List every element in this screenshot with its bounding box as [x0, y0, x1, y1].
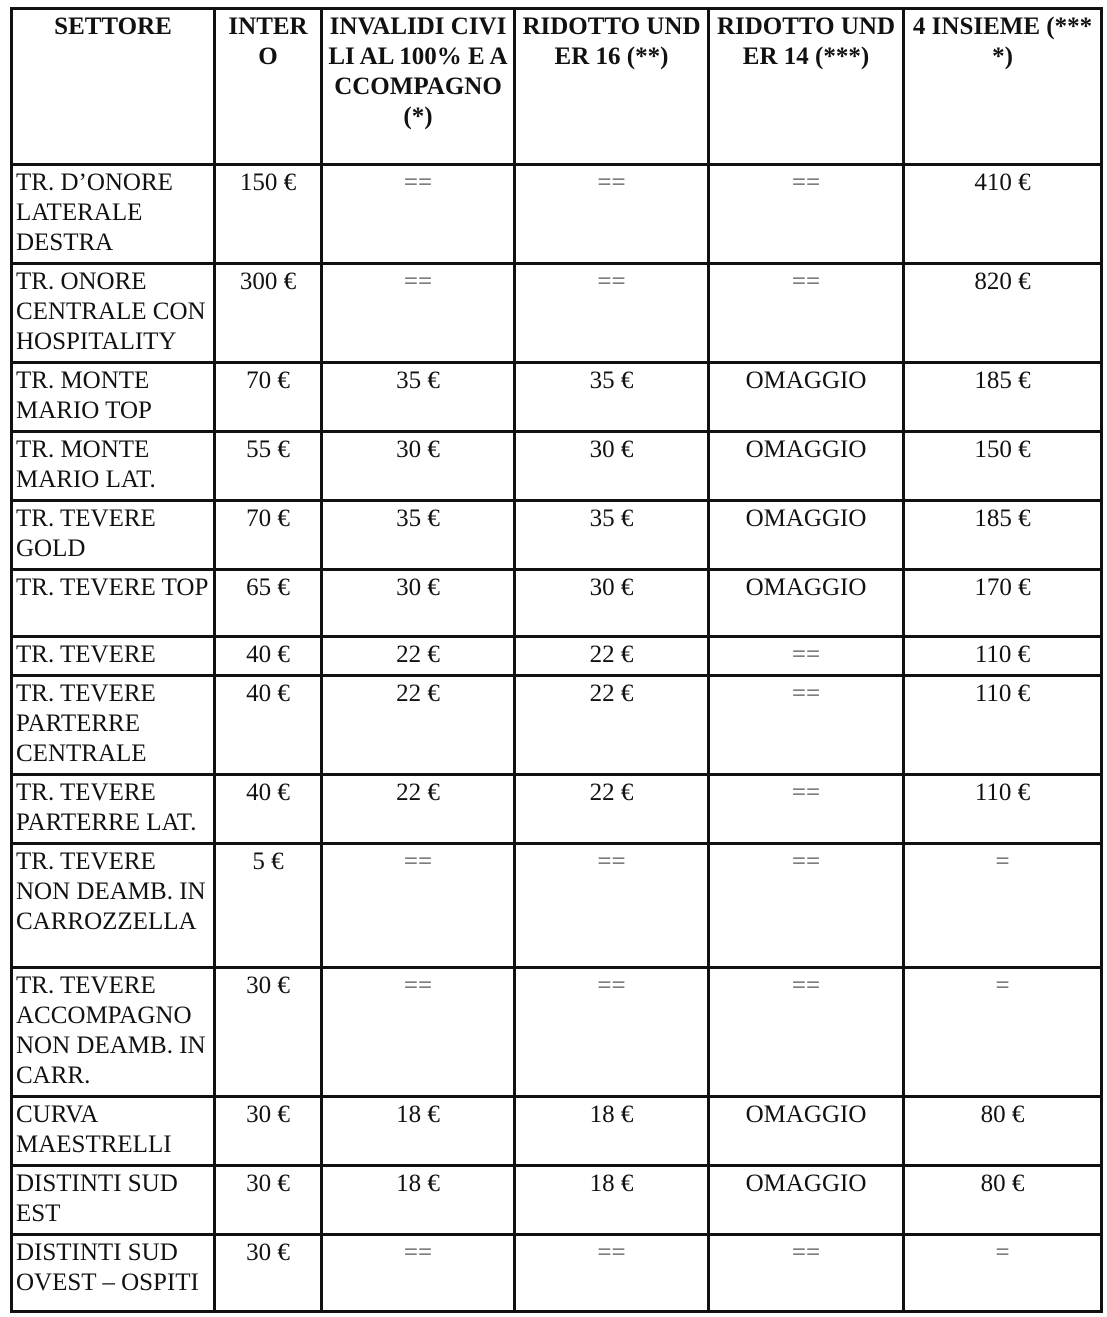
cell-intero: 30 €: [215, 1097, 322, 1166]
table-row: [12, 1097, 1102, 1166]
cell-under14: ==: [709, 1235, 904, 1312]
cell-under14: OMAGGIO: [709, 570, 904, 637]
cell-intero: 40 €: [215, 676, 322, 775]
cell-invalidi: ==: [322, 165, 515, 264]
cell-under14: OMAGGIO: [709, 363, 904, 432]
cell-invalidi: 35 €: [322, 363, 515, 432]
cell-sector: TR. TEVERE TOP: [12, 570, 215, 637]
cell-under14: ==: [709, 637, 904, 676]
cell-insieme: 410 €: [904, 165, 1102, 264]
cell-under14: OMAGGIO: [709, 432, 904, 501]
cell-under14: ==: [709, 775, 904, 844]
cell-insieme: =: [904, 968, 1102, 1097]
cell-insieme: 185 €: [904, 363, 1102, 432]
cell-sector: TR. MONTE MARIO TOP: [12, 363, 215, 432]
cell-intero: 40 €: [215, 637, 322, 676]
table-row: [12, 363, 1102, 432]
cell-under14: ==: [709, 844, 904, 968]
cell-sector: CURVA MAESTRELLI: [12, 1097, 215, 1166]
table-row: [12, 844, 1102, 968]
header-invalidi: INVALIDI CIVILI AL 100% E ACCOMPAGNO (*): [322, 9, 515, 165]
cell-insieme: 110 €: [904, 676, 1102, 775]
table-row: [12, 432, 1102, 501]
cell-under16: ==: [515, 844, 709, 968]
cell-intero: 5 €: [215, 844, 322, 968]
cell-under14: ==: [709, 264, 904, 363]
table-row: [12, 1235, 1102, 1312]
cell-intero: 300 €: [215, 264, 322, 363]
table-row: [12, 165, 1102, 264]
cell-intero: 40 €: [215, 775, 322, 844]
cell-under16: ==: [515, 1235, 709, 1312]
cell-intero: 30 €: [215, 1235, 322, 1312]
cell-insieme: 110 €: [904, 775, 1102, 844]
cell-under16: 35 €: [515, 363, 709, 432]
table-row: [12, 676, 1102, 775]
header-settore: SETTORE: [12, 9, 215, 165]
cell-insieme: 150 €: [904, 432, 1102, 501]
cell-under14: ==: [709, 676, 904, 775]
cell-insieme: 80 €: [904, 1166, 1102, 1235]
price-table: [10, 7, 1103, 1313]
cell-under16: 18 €: [515, 1166, 709, 1235]
cell-insieme: 820 €: [904, 264, 1102, 363]
cell-sector: TR. TEVERE PARTERRE LAT.: [12, 775, 215, 844]
cell-invalidi: 22 €: [322, 676, 515, 775]
cell-sector: TR. TEVERE PARTERRE CENTRALE: [12, 676, 215, 775]
cell-insieme: =: [904, 1235, 1102, 1312]
table-row: [12, 1166, 1102, 1235]
cell-insieme: =: [904, 844, 1102, 968]
cell-sector: TR. ONORE CENTRALE CON HOSPITALITY: [12, 264, 215, 363]
price-rows: [12, 165, 1102, 1312]
cell-insieme: 110 €: [904, 637, 1102, 676]
cell-sector: TR. TEVERE NON DEAMB. IN CARROZZELLA: [12, 844, 215, 968]
cell-sector: TR. TEVERE: [12, 637, 215, 676]
cell-under16: ==: [515, 968, 709, 1097]
cell-invalidi: 22 €: [322, 637, 515, 676]
cell-intero: 70 €: [215, 501, 322, 570]
cell-insieme: 80 €: [904, 1097, 1102, 1166]
cell-under14: OMAGGIO: [709, 1097, 904, 1166]
cell-invalidi: 22 €: [322, 775, 515, 844]
cell-under16: 22 €: [515, 775, 709, 844]
cell-intero: 150 €: [215, 165, 322, 264]
cell-under16: ==: [515, 264, 709, 363]
cell-under16: ==: [515, 165, 709, 264]
cell-under16: 30 €: [515, 570, 709, 637]
cell-under14: ==: [709, 968, 904, 1097]
cell-sector: DISTINTI SUD OVEST – OSPITI: [12, 1235, 215, 1312]
cell-sector: DISTINTI SUD EST: [12, 1166, 215, 1235]
cell-under14: OMAGGIO: [709, 501, 904, 570]
table-row: [12, 264, 1102, 363]
cell-under14: ==: [709, 165, 904, 264]
header-under16: RIDOTTO UNDER 16 (**): [515, 9, 709, 165]
cell-under16: 22 €: [515, 637, 709, 676]
cell-under16: 18 €: [515, 1097, 709, 1166]
table-row: [12, 501, 1102, 570]
table-row: [12, 570, 1102, 637]
cell-invalidi: 30 €: [322, 570, 515, 637]
cell-under16: 22 €: [515, 676, 709, 775]
header-under14: RIDOTTO UNDER 14 (***): [709, 9, 904, 165]
cell-invalidi: 18 €: [322, 1166, 515, 1235]
cell-invalidi: ==: [322, 1235, 515, 1312]
table-row: [12, 637, 1102, 676]
header-insieme: 4 INSIEME (****): [904, 9, 1102, 165]
cell-invalidi: 18 €: [322, 1097, 515, 1166]
cell-invalidi: ==: [322, 968, 515, 1097]
table-row: [12, 968, 1102, 1097]
cell-insieme: 185 €: [904, 501, 1102, 570]
cell-insieme: 170 €: [904, 570, 1102, 637]
cell-invalidi: 30 €: [322, 432, 515, 501]
table-row: [12, 775, 1102, 844]
cell-intero: 30 €: [215, 968, 322, 1097]
cell-intero: 70 €: [215, 363, 322, 432]
cell-invalidi: 35 €: [322, 501, 515, 570]
cell-intero: 65 €: [215, 570, 322, 637]
cell-sector: TR. TEVERE ACCOMPAGNO NON DEAMB. IN CARR.: [12, 968, 215, 1097]
cell-invalidi: ==: [322, 264, 515, 363]
header-row: [12, 9, 1102, 165]
cell-intero: 55 €: [215, 432, 322, 501]
cell-sector: TR. TEVERE GOLD: [12, 501, 215, 570]
cell-intero: 30 €: [215, 1166, 322, 1235]
cell-sector: TR. D’ONORE LATERALE DESTRA: [12, 165, 215, 264]
cell-under16: 30 €: [515, 432, 709, 501]
header-intero: INTERO: [215, 9, 322, 165]
cell-sector: TR. MONTE MARIO LAT.: [12, 432, 215, 501]
cell-invalidi: ==: [322, 844, 515, 968]
cell-under14: OMAGGIO: [709, 1166, 904, 1235]
cell-under16: 35 €: [515, 501, 709, 570]
